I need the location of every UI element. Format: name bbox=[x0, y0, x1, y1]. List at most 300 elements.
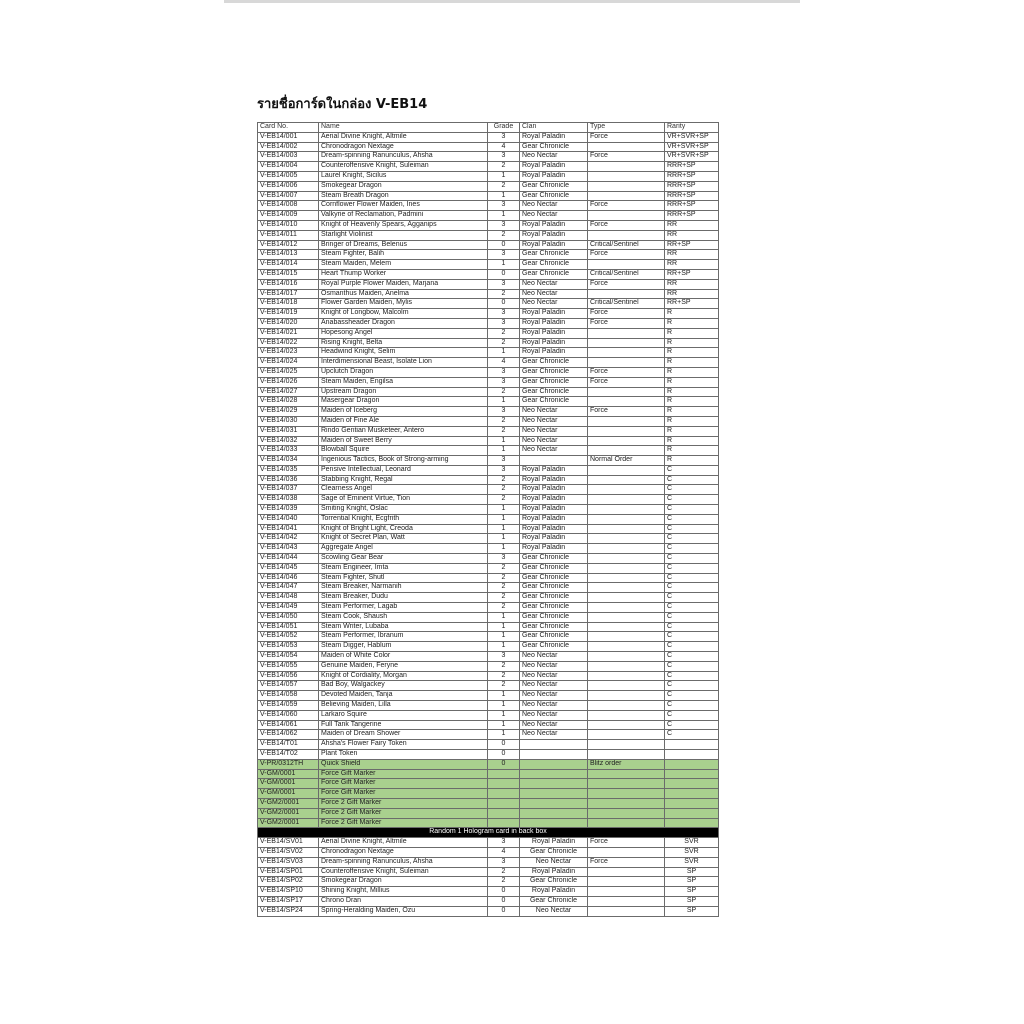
cell-type bbox=[588, 524, 665, 534]
cell-name: Heart Thump Worker bbox=[319, 269, 488, 279]
cell-name: Dream-spinning Ranunculus, Ahsha bbox=[319, 857, 488, 867]
cell-type: Force bbox=[588, 377, 665, 387]
cell-name: Force 2 Gift Marker bbox=[319, 808, 488, 818]
cell-name: Maiden of Fine Ale bbox=[319, 416, 488, 426]
cell-card-no: V-EB14/001 bbox=[258, 132, 319, 142]
cell-name: Cornflower Flower Maiden, Ines bbox=[319, 201, 488, 211]
cell-type: Critical/Sentinel bbox=[588, 299, 665, 309]
cell-clan: Royal Paladin bbox=[520, 348, 588, 358]
cell-rarity: R bbox=[665, 377, 719, 387]
table-row bbox=[258, 309, 719, 319]
cell-rarity bbox=[665, 740, 719, 750]
cell-clan: Royal Paladin bbox=[520, 220, 588, 230]
cell-clan bbox=[520, 456, 588, 466]
cell-type: Critical/Sentinel bbox=[588, 269, 665, 279]
cell-rarity: SP bbox=[665, 906, 719, 916]
cell-type bbox=[588, 750, 665, 760]
cell-rarity: R bbox=[665, 348, 719, 358]
cell-name: Rindo Gentian Musketeer, Antero bbox=[319, 426, 488, 436]
cell-type bbox=[588, 661, 665, 671]
cell-card-no: V-EB14/021 bbox=[258, 328, 319, 338]
cell-type: Force bbox=[588, 152, 665, 162]
cell-grade: 2 bbox=[488, 328, 520, 338]
cell-grade: 1 bbox=[488, 730, 520, 740]
cell-grade: 2 bbox=[488, 162, 520, 172]
cell-rarity: R bbox=[665, 397, 719, 407]
cell-type bbox=[588, 603, 665, 613]
cell-name: Bringer of Dreams, Belenus bbox=[319, 240, 488, 250]
cell-rarity: C bbox=[665, 701, 719, 711]
cell-rarity: RR bbox=[665, 289, 719, 299]
cell-card-no: V-EB14/060 bbox=[258, 710, 319, 720]
cell-type bbox=[588, 514, 665, 524]
cell-rarity: R bbox=[665, 456, 719, 466]
cell-rarity: SVR bbox=[665, 857, 719, 867]
table-row bbox=[258, 661, 719, 671]
cell-card-no: V-GM2/0001 bbox=[258, 818, 319, 828]
cell-name: Counteroffensive Knight, Suleiman bbox=[319, 867, 488, 877]
cell-rarity: C bbox=[665, 524, 719, 534]
cell-type bbox=[588, 701, 665, 711]
table-row bbox=[258, 563, 719, 573]
cell-rarity: SVR bbox=[665, 838, 719, 848]
table-row bbox=[258, 446, 719, 456]
cell-clan: Royal Paladin bbox=[520, 534, 588, 544]
cell-card-no: V-EB14/030 bbox=[258, 416, 319, 426]
cell-clan: Royal Paladin bbox=[520, 171, 588, 181]
table-row bbox=[258, 514, 719, 524]
cell-rarity: C bbox=[665, 485, 719, 495]
cell-clan: Gear Chronicle bbox=[520, 603, 588, 613]
cell-card-no: V-EB14/010 bbox=[258, 220, 319, 230]
cell-card-no: V-EB14/037 bbox=[258, 485, 319, 495]
cell-clan: Gear Chronicle bbox=[520, 612, 588, 622]
cell-card-no: V-EB14/008 bbox=[258, 201, 319, 211]
cell-clan: Royal Paladin bbox=[520, 162, 588, 172]
cell-rarity bbox=[665, 798, 719, 808]
cell-name: Knight of Bright Light, Creoda bbox=[319, 524, 488, 534]
table-row bbox=[258, 397, 719, 407]
cell-card-no: V-EB14/051 bbox=[258, 622, 319, 632]
table-row bbox=[258, 436, 719, 446]
hologram-row bbox=[258, 887, 719, 897]
cell-name: Chronodragon Nextage bbox=[319, 142, 488, 152]
table-row bbox=[258, 260, 719, 270]
table-row bbox=[258, 191, 719, 201]
cell-type: Blitz order bbox=[588, 759, 665, 769]
table-row bbox=[258, 681, 719, 691]
cell-name: Believing Maiden, Lilla bbox=[319, 701, 488, 711]
cell-type bbox=[588, 808, 665, 818]
cell-clan: Gear Chronicle bbox=[520, 583, 588, 593]
cell-type: Force bbox=[588, 318, 665, 328]
table-row bbox=[258, 456, 719, 466]
cell-card-no: V-EB14/053 bbox=[258, 642, 319, 652]
table-row bbox=[258, 632, 719, 642]
cell-grade: 3 bbox=[488, 279, 520, 289]
cell-name: Maiden of Dream Shower bbox=[319, 730, 488, 740]
cell-grade: 0 bbox=[488, 299, 520, 309]
cell-clan bbox=[520, 779, 588, 789]
cell-card-no: V-EB14/003 bbox=[258, 152, 319, 162]
cell-rarity: C bbox=[665, 710, 719, 720]
cell-clan: Neo Nectar bbox=[520, 857, 588, 867]
cell-clan: Gear Chronicle bbox=[520, 397, 588, 407]
cell-clan: Gear Chronicle bbox=[520, 563, 588, 573]
cell-name: Force Gift Marker bbox=[319, 769, 488, 779]
cell-clan: Gear Chronicle bbox=[520, 260, 588, 270]
cell-clan: Gear Chronicle bbox=[520, 367, 588, 377]
cell-card-no: V-EB14/049 bbox=[258, 603, 319, 613]
cell-name: Chrono Dran bbox=[319, 896, 488, 906]
cell-type bbox=[588, 681, 665, 691]
cell-rarity: C bbox=[665, 720, 719, 730]
cell-type bbox=[588, 348, 665, 358]
cell-rarity bbox=[665, 769, 719, 779]
cell-grade: 2 bbox=[488, 867, 520, 877]
table-row bbox=[258, 475, 719, 485]
table-row bbox=[258, 495, 719, 505]
card-list-table bbox=[257, 122, 719, 917]
cell-rarity: C bbox=[665, 475, 719, 485]
cell-rarity: C bbox=[665, 612, 719, 622]
cell-grade: 1 bbox=[488, 505, 520, 515]
cell-rarity: R bbox=[665, 407, 719, 417]
cell-name: Force Gift Marker bbox=[319, 789, 488, 799]
cell-clan: Gear Chronicle bbox=[520, 877, 588, 887]
cell-name: Aerial Divine Knight, Altmile bbox=[319, 132, 488, 142]
cell-type bbox=[588, 230, 665, 240]
table-row bbox=[258, 554, 719, 564]
cell-rarity: C bbox=[665, 514, 719, 524]
cell-rarity bbox=[665, 759, 719, 769]
cell-name: Bad Boy, Walgackey bbox=[319, 681, 488, 691]
table-row bbox=[258, 710, 719, 720]
table-row bbox=[258, 671, 719, 681]
cell-clan: Royal Paladin bbox=[520, 514, 588, 524]
cell-name: Full Tank Tangerine bbox=[319, 720, 488, 730]
cell-rarity: SP bbox=[665, 877, 719, 887]
table-row bbox=[258, 612, 719, 622]
cell-rarity: SVR bbox=[665, 847, 719, 857]
cell-name: Steam Performer, Ibranum bbox=[319, 632, 488, 642]
cell-clan: Royal Paladin bbox=[520, 838, 588, 848]
table-row bbox=[258, 220, 719, 230]
cell-clan: Royal Paladin bbox=[520, 240, 588, 250]
cell-clan: Royal Paladin bbox=[520, 505, 588, 515]
cell-name: Quick Shield bbox=[319, 759, 488, 769]
cell-type bbox=[588, 720, 665, 730]
cell-name: Plant Token bbox=[319, 750, 488, 760]
cell-type bbox=[588, 779, 665, 789]
cell-grade: 3 bbox=[488, 132, 520, 142]
cell-clan: Royal Paladin bbox=[520, 230, 588, 240]
cell-card-no: V-GM/0001 bbox=[258, 789, 319, 799]
cell-card-no: V-GM/0001 bbox=[258, 779, 319, 789]
cell-type bbox=[588, 436, 665, 446]
cell-rarity: RR bbox=[665, 230, 719, 240]
cell-clan: Gear Chronicle bbox=[520, 377, 588, 387]
cell-type bbox=[588, 426, 665, 436]
cell-name: Rising Knight, Belta bbox=[319, 338, 488, 348]
cell-card-no: V-EB14/055 bbox=[258, 661, 319, 671]
cell-name: Laurel Knight, Sicilus bbox=[319, 171, 488, 181]
cell-clan bbox=[520, 740, 588, 750]
cell-clan: Royal Paladin bbox=[520, 495, 588, 505]
cell-clan: Neo Nectar bbox=[520, 710, 588, 720]
cell-rarity: RR+SP bbox=[665, 299, 719, 309]
cell-rarity: C bbox=[665, 583, 719, 593]
cell-type: Critical/Sentinel bbox=[588, 240, 665, 250]
cell-clan: Neo Nectar bbox=[520, 720, 588, 730]
cell-clan: Royal Paladin bbox=[520, 524, 588, 534]
cell-card-no: V-EB14/017 bbox=[258, 289, 319, 299]
table-row bbox=[258, 593, 719, 603]
cell-card-no: V-GM2/0001 bbox=[258, 808, 319, 818]
cell-grade: 0 bbox=[488, 740, 520, 750]
cell-clan: Royal Paladin bbox=[520, 309, 588, 319]
cell-grade: 1 bbox=[488, 632, 520, 642]
cell-grade: 3 bbox=[488, 318, 520, 328]
cell-name: Name bbox=[319, 123, 488, 133]
cell-rarity: C bbox=[665, 652, 719, 662]
cell-clan: Gear Chronicle bbox=[520, 847, 588, 857]
cell-type bbox=[588, 867, 665, 877]
cell-clan: Gear Chronicle bbox=[520, 358, 588, 368]
cell-name: Counteroffensive Knight, Suleiman bbox=[319, 162, 488, 172]
cell-name: Ingenious Tactics, Book of Strong-arming bbox=[319, 456, 488, 466]
cell-type bbox=[588, 475, 665, 485]
cell-grade: 4 bbox=[488, 358, 520, 368]
cell-clan bbox=[520, 759, 588, 769]
hologram-row bbox=[258, 857, 719, 867]
cell-grade bbox=[488, 789, 520, 799]
table-row bbox=[258, 250, 719, 260]
cell-rarity: RR bbox=[665, 260, 719, 270]
cell-card-no: V-EB14/043 bbox=[258, 544, 319, 554]
cell-clan: Gear Chronicle bbox=[520, 250, 588, 260]
cell-grade: 1 bbox=[488, 446, 520, 456]
cell-grade: 4 bbox=[488, 847, 520, 857]
cell-rarity: C bbox=[665, 534, 719, 544]
table-row bbox=[258, 701, 719, 711]
cell-grade: 2 bbox=[488, 681, 520, 691]
table-row bbox=[258, 524, 719, 534]
cell-grade: 1 bbox=[488, 260, 520, 270]
cell-type: Force bbox=[588, 201, 665, 211]
promo-row bbox=[258, 779, 719, 789]
cell-name: Anabassheader Dragon bbox=[319, 318, 488, 328]
cell-rarity: RRR+SP bbox=[665, 162, 719, 172]
cell-grade: 4 bbox=[488, 142, 520, 152]
cell-card-no: V-EB14/056 bbox=[258, 671, 319, 681]
table-row bbox=[258, 181, 719, 191]
cell-name: Maiden of Iceberg bbox=[319, 407, 488, 417]
cell-name: Smokegear Dragon bbox=[319, 877, 488, 887]
cell-clan: Neo Nectar bbox=[520, 671, 588, 681]
cell-type: Type bbox=[588, 123, 665, 133]
cell-grade bbox=[488, 769, 520, 779]
table-row bbox=[258, 367, 719, 377]
cell-type bbox=[588, 162, 665, 172]
cell-grade: 3 bbox=[488, 309, 520, 319]
cell-rarity: C bbox=[665, 563, 719, 573]
table-row bbox=[258, 171, 719, 181]
table-row bbox=[258, 426, 719, 436]
cell-card-no: V-EB14/038 bbox=[258, 495, 319, 505]
cell-name: Aerial Divine Knight, Altmile bbox=[319, 838, 488, 848]
cell-clan: Gear Chronicle bbox=[520, 573, 588, 583]
cell-type bbox=[588, 583, 665, 593]
cell-type bbox=[588, 289, 665, 299]
cell-name: Force 2 Gift Marker bbox=[319, 798, 488, 808]
cell-type bbox=[588, 387, 665, 397]
top-divider bbox=[224, 0, 800, 3]
cell-name: Upstream Dragon bbox=[319, 387, 488, 397]
hologram-row bbox=[258, 877, 719, 887]
cell-name: Upclutch Dragon bbox=[319, 367, 488, 377]
cell-name: Maiden of Sweet Berry bbox=[319, 436, 488, 446]
cell-type bbox=[588, 397, 665, 407]
cell-clan: Neo Nectar bbox=[520, 652, 588, 662]
cell-clan: Neo Nectar bbox=[520, 152, 588, 162]
cell-type bbox=[588, 446, 665, 456]
cell-grade: 3 bbox=[488, 554, 520, 564]
cell-name: Starlight Violinist bbox=[319, 230, 488, 240]
cell-clan: Neo Nectar bbox=[520, 279, 588, 289]
cell-rarity: RR bbox=[665, 279, 719, 289]
cell-rarity: RR bbox=[665, 220, 719, 230]
cell-rarity: C bbox=[665, 495, 719, 505]
hologram-row bbox=[258, 896, 719, 906]
cell-rarity: RRR+SP bbox=[665, 171, 719, 181]
cell-card-no: V-EB14/SV02 bbox=[258, 847, 319, 857]
cell-clan: Royal Paladin bbox=[520, 338, 588, 348]
cell-grade: 1 bbox=[488, 544, 520, 554]
cell-clan: Neo Nectar bbox=[520, 416, 588, 426]
cell-grade: 3 bbox=[488, 377, 520, 387]
cell-clan bbox=[520, 750, 588, 760]
cell-name: Steam Maiden, Engilsa bbox=[319, 377, 488, 387]
table-row bbox=[258, 318, 719, 328]
table-row bbox=[258, 407, 719, 417]
cell-clan: Gear Chronicle bbox=[520, 181, 588, 191]
cell-card-no: V-EB14/052 bbox=[258, 632, 319, 642]
cell-clan: Neo Nectar bbox=[520, 211, 588, 221]
cell-rarity: C bbox=[665, 681, 719, 691]
cell-rarity: C bbox=[665, 603, 719, 613]
cell-type bbox=[588, 798, 665, 808]
cell-name: Headwind Knight, Selim bbox=[319, 348, 488, 358]
cell-grade bbox=[488, 818, 520, 828]
cell-card-no: V-EB14/041 bbox=[258, 524, 319, 534]
promo-row bbox=[258, 769, 719, 779]
table-row bbox=[258, 544, 719, 554]
cell-type bbox=[588, 338, 665, 348]
cell-rarity: Rarity bbox=[665, 123, 719, 133]
cell-name: Stabbing Knight, Regal bbox=[319, 475, 488, 485]
cell-grade: 1 bbox=[488, 612, 520, 622]
cell-rarity: R bbox=[665, 358, 719, 368]
cell-card-no: V-EB14/SP01 bbox=[258, 867, 319, 877]
cell-name: Steam Engineer, Imta bbox=[319, 563, 488, 573]
cell-card-no: V-EB14/036 bbox=[258, 475, 319, 485]
promo-row bbox=[258, 789, 719, 799]
cell-card-no: V-EB14/045 bbox=[258, 563, 319, 573]
cell-type bbox=[588, 534, 665, 544]
cell-type bbox=[588, 142, 665, 152]
page-title: รายชื่อการ์ดในกล่อง V-EB14 bbox=[257, 97, 428, 112]
cell-clan: Royal Paladin bbox=[520, 887, 588, 897]
cell-rarity: R bbox=[665, 367, 719, 377]
cell-grade: 2 bbox=[488, 495, 520, 505]
cell-grade: 1 bbox=[488, 710, 520, 720]
table-row bbox=[258, 465, 719, 475]
cell-grade: 1 bbox=[488, 622, 520, 632]
table-row bbox=[258, 691, 719, 701]
cell-grade: 3 bbox=[488, 367, 520, 377]
cell-card-no: Card No. bbox=[258, 123, 319, 133]
cell-card-no: V-EB14/SV03 bbox=[258, 857, 319, 867]
cell-name: Steam Fighter, Balih bbox=[319, 250, 488, 260]
cell-card-no: V-EB14/SP17 bbox=[258, 896, 319, 906]
table-row bbox=[258, 279, 719, 289]
cell-grade: 2 bbox=[488, 593, 520, 603]
cell-rarity: SP bbox=[665, 867, 719, 877]
cell-grade bbox=[488, 798, 520, 808]
cell-name: Hopesong Angel bbox=[319, 328, 488, 338]
cell-grade: 2 bbox=[488, 877, 520, 887]
table-header-row bbox=[258, 123, 719, 133]
table-row bbox=[258, 505, 719, 515]
cell-rarity: R bbox=[665, 328, 719, 338]
cell-name: Flower Garden Maiden, Mylis bbox=[319, 299, 488, 309]
cell-card-no: V-EB14/012 bbox=[258, 240, 319, 250]
cell-rarity: R bbox=[665, 436, 719, 446]
cell-card-no: V-EB14/002 bbox=[258, 142, 319, 152]
cell-clan: Royal Paladin bbox=[520, 132, 588, 142]
cell-card-no: V-EB14/027 bbox=[258, 387, 319, 397]
cell-rarity bbox=[665, 789, 719, 799]
cell-clan: Gear Chronicle bbox=[520, 554, 588, 564]
cell-clan: Royal Paladin bbox=[520, 485, 588, 495]
cell-grade: 2 bbox=[488, 475, 520, 485]
cell-clan: Neo Nectar bbox=[520, 201, 588, 211]
cell-card-no: V-EB14/024 bbox=[258, 358, 319, 368]
table-row bbox=[258, 416, 719, 426]
cell-type bbox=[588, 260, 665, 270]
cell-type bbox=[588, 211, 665, 221]
cell-type: Force bbox=[588, 279, 665, 289]
cell-card-no: V-EB14/059 bbox=[258, 701, 319, 711]
table-row bbox=[258, 230, 719, 240]
table-row bbox=[258, 603, 719, 613]
cell-card-no: V-EB14/004 bbox=[258, 162, 319, 172]
cell-name: Steam Cook, Shaush bbox=[319, 612, 488, 622]
cell-type bbox=[588, 416, 665, 426]
cell-rarity: C bbox=[665, 505, 719, 515]
cell-rarity: VR+SVR+SP bbox=[665, 152, 719, 162]
cell-grade: 1 bbox=[488, 436, 520, 446]
cell-type bbox=[588, 554, 665, 564]
cell-clan: Neo Nectar bbox=[520, 906, 588, 916]
cell-name: Steam Maiden, Melem bbox=[319, 260, 488, 270]
cell-name: Blowball Squire bbox=[319, 446, 488, 456]
cell-name: Steam Digger, Hablum bbox=[319, 642, 488, 652]
cell-card-no: V-EB14/029 bbox=[258, 407, 319, 417]
cell-name: Knight of Cordiality, Morgan bbox=[319, 671, 488, 681]
cell-type: Force bbox=[588, 407, 665, 417]
